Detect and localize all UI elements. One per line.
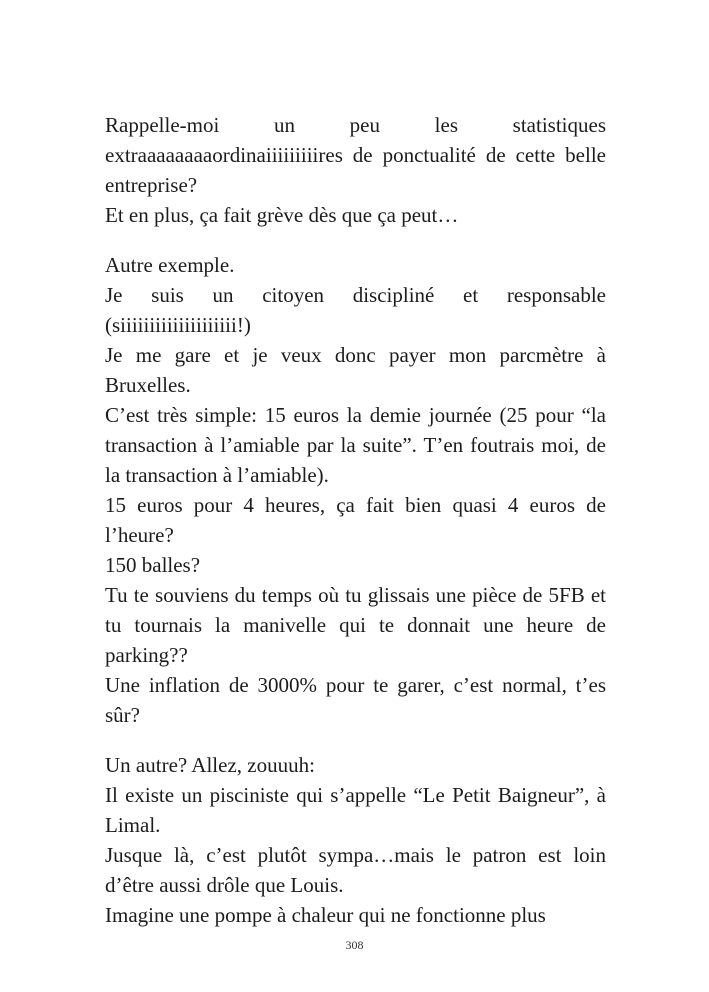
paragraph: Jusque là, c’est plutôt sympa…mais le patron est loin d’être aussi drôle que Louis. [105, 843, 606, 897]
paragraph: 15 euros pour 4 heures, ça fait bien quasi 4 euros de l’heure? [105, 493, 606, 547]
paragraph: Imagine une pompe à chaleur qui ne fonctionne plus [105, 903, 546, 927]
paragraph: Je suis un citoyen discipliné et responsable (siiiiiiiiiiiiiiiiiiii!) [105, 283, 606, 337]
paragraph: Je me gare et je veux donc payer mon parcmètre à Bruxelles. [105, 343, 606, 397]
paragraph: 150 balles? [105, 553, 201, 577]
paragraph: Une inflation de 3000% pour te garer, c’est normal, t’es sûr? [105, 673, 606, 727]
paragraph: Et en plus, ça fait grève dès que ça peut… [105, 203, 459, 227]
paragraph: Autre exemple. [105, 253, 235, 277]
page-number: 308 [345, 938, 364, 952]
paragraph: C’est très simple: 15 euros la demie journée (25 pour “la transaction à l’amiable par la suite”. T’en foutrais moi, de la transaction à l’amiable). [105, 403, 606, 487]
paragraph: Il existe un pisciniste qui s’appelle “Le Petit Baigneur”, à Limal. [105, 783, 606, 837]
paragraph: Rappelle-moi un peu les statistiques extraaaaaaaaordinaiiiiiiiiires de ponctualité de cette belle entreprise? [105, 113, 606, 197]
paragraph: Un autre? Allez, zouuuh: [105, 753, 315, 777]
page-text-block [105, 110, 606, 930]
paragraph: Tu te souviens du temps où tu glissais une pièce de 5FB et tu tournais la manivelle qui te donnait une heure de parking?? [105, 583, 606, 667]
